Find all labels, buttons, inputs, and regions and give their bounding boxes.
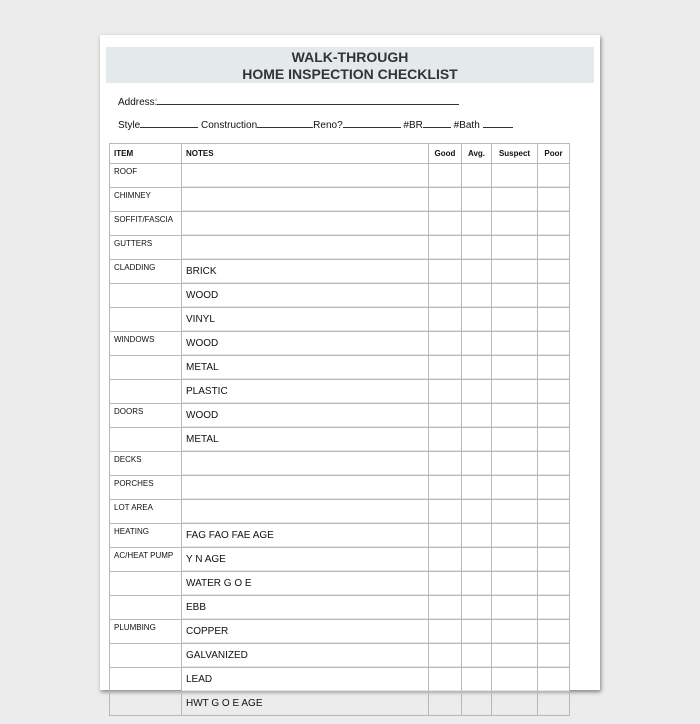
rating-cell-avg[interactable]	[462, 476, 492, 500]
page-title-line2: HOME INSPECTION CHECKLIST	[242, 66, 458, 82]
table-row	[110, 428, 570, 452]
rating-cell-suspect[interactable]	[492, 596, 538, 620]
rating-cell-avg[interactable]	[462, 428, 492, 452]
rating-cell-poor[interactable]	[538, 476, 570, 500]
rating-cell-avg[interactable]	[462, 308, 492, 332]
row-note[interactable]	[182, 476, 429, 500]
header-suspect: Suspect	[492, 144, 538, 164]
row-note[interactable]	[182, 452, 429, 476]
rating-cell-suspect[interactable]	[492, 404, 538, 428]
row-item	[110, 668, 182, 692]
row-item	[110, 356, 182, 380]
rating-cell-avg[interactable]	[462, 212, 492, 236]
rating-cell-suspect[interactable]	[492, 428, 538, 452]
rating-cell-good[interactable]	[429, 188, 462, 212]
rating-cell-good[interactable]	[429, 212, 462, 236]
row-item: ROOF	[110, 164, 182, 188]
row-note[interactable]: VINYL	[182, 308, 429, 332]
row-note[interactable]: EBB	[182, 596, 429, 620]
rating-cell-good[interactable]	[429, 476, 462, 500]
rating-cell-avg[interactable]	[462, 452, 492, 476]
rating-cell-good[interactable]	[429, 236, 462, 260]
rating-cell-poor[interactable]	[538, 524, 570, 548]
rating-cell-avg[interactable]	[462, 548, 492, 572]
table-row	[110, 260, 570, 284]
row-item: AC/HEAT PUMP	[110, 548, 182, 572]
row-note[interactable]: WATER G O E	[182, 572, 429, 596]
row-item: GUTTERS	[110, 236, 182, 260]
address-label: Address:	[118, 97, 158, 108]
rating-cell-poor[interactable]	[538, 620, 570, 644]
row-note[interactable]: GALVANIZED	[182, 644, 429, 668]
rating-cell-suspect[interactable]	[492, 308, 538, 332]
row-item: SOFFIT/FASCIA	[110, 212, 182, 236]
row-note[interactable]: METAL	[182, 356, 429, 380]
rating-cell-good[interactable]	[429, 668, 462, 692]
page-title-line1: WALK-THROUGH	[291, 49, 409, 65]
rating-cell-suspect[interactable]	[492, 620, 538, 644]
address-line[interactable]	[157, 95, 459, 105]
rating-cell-suspect[interactable]	[492, 188, 538, 212]
row-item	[110, 644, 182, 668]
rating-cell-good[interactable]	[429, 332, 462, 356]
rating-cell-suspect[interactable]	[492, 452, 538, 476]
table-row	[110, 236, 570, 260]
table-row	[110, 308, 570, 332]
row-note[interactable]	[182, 188, 429, 212]
header-notes: NOTES	[182, 144, 429, 164]
rating-cell-avg[interactable]	[462, 404, 492, 428]
table-row	[110, 644, 570, 668]
rating-cell-avg[interactable]	[462, 644, 492, 668]
table-row	[110, 188, 570, 212]
header-item: ITEM	[110, 144, 182, 164]
reno-label: Reno?	[313, 120, 343, 131]
rating-cell-poor[interactable]	[538, 380, 570, 404]
rating-cell-poor[interactable]	[538, 596, 570, 620]
rating-cell-avg[interactable]	[462, 596, 492, 620]
rating-cell-good[interactable]	[429, 572, 462, 596]
rating-cell-avg[interactable]	[462, 284, 492, 308]
reno-line[interactable]	[343, 118, 401, 128]
rating-cell-suspect[interactable]	[492, 380, 538, 404]
row-item: PORCHES	[110, 476, 182, 500]
rating-cell-good[interactable]	[429, 380, 462, 404]
rating-cell-poor[interactable]	[538, 428, 570, 452]
rating-cell-poor[interactable]	[538, 668, 570, 692]
rating-cell-poor[interactable]	[538, 644, 570, 668]
row-item	[110, 428, 182, 452]
table-row	[110, 596, 570, 620]
row-item	[110, 284, 182, 308]
rating-cell-poor[interactable]	[538, 308, 570, 332]
row-item: PLUMBING	[110, 620, 182, 644]
rating-cell-good[interactable]	[429, 692, 462, 716]
row-item	[110, 596, 182, 620]
rating-cell-avg[interactable]	[462, 692, 492, 716]
address-row	[118, 95, 459, 108]
rating-cell-avg[interactable]	[462, 356, 492, 380]
rating-cell-avg[interactable]	[462, 668, 492, 692]
row-item: DOORS	[110, 404, 182, 428]
row-note[interactable]: METAL	[182, 428, 429, 452]
br-line[interactable]	[423, 118, 451, 128]
table-row	[110, 284, 570, 308]
rating-cell-poor[interactable]	[538, 332, 570, 356]
rating-cell-suspect[interactable]	[492, 476, 538, 500]
inspection-table	[109, 143, 570, 716]
rating-cell-good[interactable]	[429, 404, 462, 428]
row-note[interactable]: LEAD	[182, 668, 429, 692]
row-item: CHIMNEY	[110, 188, 182, 212]
rating-cell-good[interactable]	[429, 500, 462, 524]
rating-cell-poor[interactable]	[538, 572, 570, 596]
header-poor: Poor	[538, 144, 570, 164]
row-item: HEATING	[110, 524, 182, 548]
rating-cell-suspect[interactable]	[492, 500, 538, 524]
rating-cell-suspect[interactable]	[492, 332, 538, 356]
rating-cell-suspect[interactable]	[492, 236, 538, 260]
rating-cell-avg[interactable]	[462, 236, 492, 260]
rating-cell-poor[interactable]	[538, 452, 570, 476]
bath-line[interactable]	[483, 118, 513, 128]
rating-cell-suspect[interactable]	[492, 548, 538, 572]
br-label: #BR	[403, 120, 423, 131]
rating-cell-poor[interactable]	[538, 236, 570, 260]
row-item	[110, 572, 182, 596]
row-note[interactable]: WOOD	[182, 404, 429, 428]
rating-cell-suspect[interactable]	[492, 284, 538, 308]
row-note[interactable]: WOOD	[182, 284, 429, 308]
row-note[interactable]: BRICK	[182, 260, 429, 284]
rating-cell-avg[interactable]	[462, 572, 492, 596]
rating-cell-suspect[interactable]	[492, 356, 538, 380]
rating-cell-avg[interactable]	[462, 620, 492, 644]
rating-cell-avg[interactable]	[462, 380, 492, 404]
construction-line[interactable]	[257, 118, 313, 128]
rating-cell-avg[interactable]	[462, 500, 492, 524]
header-avg: Avg.	[462, 144, 492, 164]
table-row	[110, 500, 570, 524]
rating-cell-avg[interactable]	[462, 524, 492, 548]
rating-cell-good[interactable]	[429, 356, 462, 380]
row-note[interactable]: PLASTIC	[182, 380, 429, 404]
row-note[interactable]: FAG FAO FAE AGE	[182, 524, 429, 548]
rating-cell-poor[interactable]	[538, 500, 570, 524]
rating-cell-poor[interactable]	[538, 212, 570, 236]
rating-cell-good[interactable]	[429, 596, 462, 620]
row-item	[110, 380, 182, 404]
rating-cell-poor[interactable]	[538, 404, 570, 428]
table-row	[110, 404, 570, 428]
rating-cell-suspect[interactable]	[492, 260, 538, 284]
rating-cell-avg[interactable]	[462, 332, 492, 356]
row-item	[110, 308, 182, 332]
rating-cell-good[interactable]	[429, 524, 462, 548]
row-note[interactable]	[182, 164, 429, 188]
rating-cell-suspect[interactable]	[492, 692, 538, 716]
property-specs-row	[118, 118, 513, 131]
rating-cell-suspect[interactable]	[492, 524, 538, 548]
table-row	[110, 452, 570, 476]
rating-cell-poor[interactable]	[538, 692, 570, 716]
rating-cell-suspect[interactable]	[492, 572, 538, 596]
row-note[interactable]	[182, 236, 429, 260]
table-row	[110, 356, 570, 380]
table-row	[110, 572, 570, 596]
header-good: Good	[429, 144, 462, 164]
row-item: LOT AREA	[110, 500, 182, 524]
rating-cell-poor[interactable]	[538, 356, 570, 380]
rating-cell-avg[interactable]	[462, 260, 492, 284]
rating-cell-poor[interactable]	[538, 284, 570, 308]
rating-cell-poor[interactable]	[538, 260, 570, 284]
rating-cell-avg[interactable]	[462, 188, 492, 212]
rating-cell-avg[interactable]	[462, 164, 492, 188]
table-row	[110, 212, 570, 236]
rating-cell-suspect[interactable]	[492, 212, 538, 236]
table-row	[110, 164, 570, 188]
rating-cell-good[interactable]	[429, 308, 462, 332]
table-row	[110, 380, 570, 404]
table-row	[110, 332, 570, 356]
table-header-row	[110, 144, 570, 164]
rating-cell-poor[interactable]	[538, 548, 570, 572]
rating-cell-good[interactable]	[429, 164, 462, 188]
table-row	[110, 620, 570, 644]
row-item: DECKS	[110, 452, 182, 476]
rating-cell-poor[interactable]	[538, 188, 570, 212]
table-row	[110, 524, 570, 548]
table-row	[110, 692, 570, 716]
rating-cell-good[interactable]	[429, 284, 462, 308]
rating-cell-good[interactable]	[429, 644, 462, 668]
row-item: CLADDING	[110, 260, 182, 284]
row-note[interactable]: COPPER	[182, 620, 429, 644]
checklist-page	[100, 35, 600, 709]
row-item: WINDOWS	[110, 332, 182, 356]
row-note[interactable]: WOOD	[182, 332, 429, 356]
rating-cell-poor[interactable]	[538, 164, 570, 188]
bath-label: #Bath	[453, 120, 480, 131]
rating-cell-good[interactable]	[429, 452, 462, 476]
rating-cell-good[interactable]	[429, 428, 462, 452]
row-note[interactable]	[182, 212, 429, 236]
rating-cell-good[interactable]	[429, 260, 462, 284]
rating-cell-good[interactable]	[429, 620, 462, 644]
construction-label: Construction	[201, 120, 258, 131]
table-row	[110, 668, 570, 692]
rating-cell-suspect[interactable]	[492, 644, 538, 668]
rating-cell-suspect[interactable]	[492, 668, 538, 692]
rating-cell-good[interactable]	[429, 548, 462, 572]
row-note[interactable]	[182, 500, 429, 524]
style-line[interactable]	[140, 118, 198, 128]
style-label: Style	[118, 120, 141, 131]
table-row	[110, 548, 570, 572]
table-row	[110, 476, 570, 500]
rating-cell-suspect[interactable]	[492, 164, 538, 188]
row-item	[110, 692, 182, 716]
title-band	[106, 47, 594, 83]
row-note[interactable]: HWT G O E AGE	[182, 692, 429, 716]
row-note[interactable]: Y N AGE	[182, 548, 429, 572]
